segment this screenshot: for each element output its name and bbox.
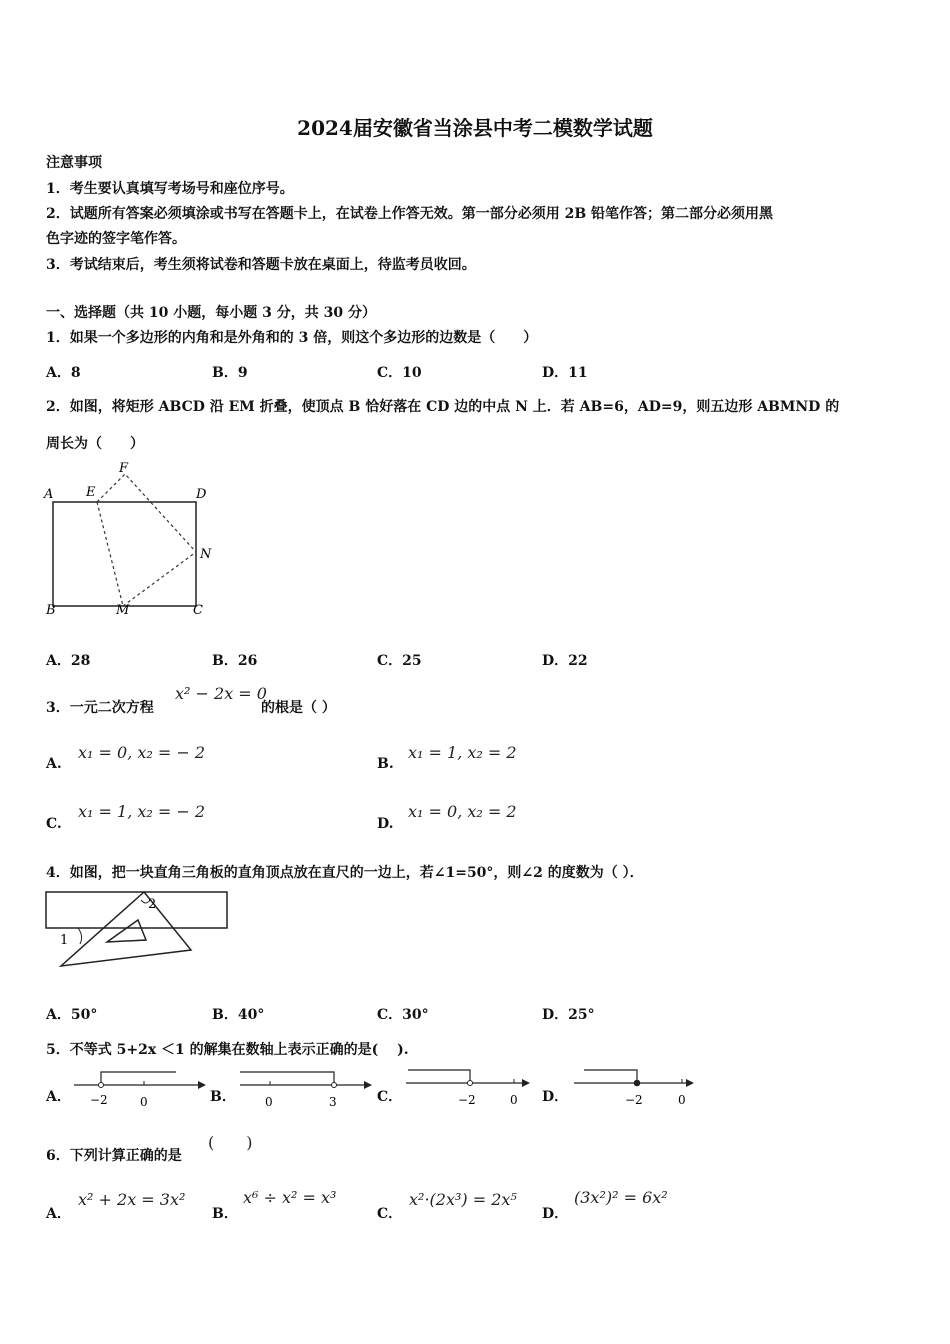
q6-option-a-math: x² + 2x = 3x² xyxy=(78,1190,186,1209)
q2-stem-line2: 周长为（ ） xyxy=(46,436,144,452)
q5-b-arrow xyxy=(364,1081,372,1089)
q3-option-b-math: x₁ = 1, x₂ = 2 xyxy=(408,743,517,762)
q4-label-1: 1 xyxy=(60,933,69,948)
q5-a-tick-label-2: 0 xyxy=(140,1095,148,1109)
q5-d-solution-bracket xyxy=(584,1070,637,1083)
q4-stem: 4．如图，把一块直角三角板的直角顶点放在直尺的一边上，若∠1=50°，则∠2 的度数为（ ）． xyxy=(46,865,644,881)
q6-option-d-math: (3x²)² = 6x² xyxy=(574,1188,668,1207)
q6-option-d-label: D． xyxy=(542,1206,569,1222)
q5-option-d-label: D． xyxy=(542,1089,569,1105)
section-heading: 一、选择题（共 10 小题，每小题 3 分，共 30 分） xyxy=(46,305,376,321)
q2-fold-line-mn xyxy=(123,552,196,606)
q1-option-b: B．9 xyxy=(212,365,248,381)
q4-option-b: B．40° xyxy=(212,1007,265,1023)
q2-fold-line-em xyxy=(97,502,123,606)
page-title: 2024届安徽省当涂县中考二模数学试题 xyxy=(297,116,653,140)
q4-figure xyxy=(40,886,235,972)
q5-c-tick-label-2: 0 xyxy=(510,1093,518,1107)
q4-triangle-inner xyxy=(107,920,146,942)
notice-heading: 注意事项 xyxy=(46,155,102,171)
q5-b-tick-label-1: 0 xyxy=(265,1095,273,1109)
q5-option-b-label: B． xyxy=(210,1089,236,1105)
notice-item-2-line2: 色字迹的签字笔作答。 xyxy=(46,231,186,247)
q5-b-tick-label-2: 3 xyxy=(329,1095,337,1109)
q3-option-d-label: D. xyxy=(377,816,394,832)
q4-ruler xyxy=(46,892,227,928)
q5-option-c-number-line xyxy=(400,1066,540,1112)
q4-option-d: D．25° xyxy=(542,1007,595,1023)
q3-option-c-label: C. xyxy=(46,816,62,832)
q5-option-b-number-line xyxy=(234,1068,374,1112)
q1-option-d: D．11 xyxy=(542,365,588,381)
q5-b-open-point xyxy=(332,1083,337,1088)
q2-label-m: M xyxy=(116,603,130,618)
q3-option-d-math: x₁ = 0, x₂ = 2 xyxy=(408,802,517,821)
q5-a-tick-label-1: −2 xyxy=(90,1093,108,1107)
q3-option-b-label: B. xyxy=(377,756,394,772)
q2-label-c: C xyxy=(193,603,203,618)
q5-option-d-number-line xyxy=(568,1066,704,1112)
q6-stem: 6．下列计算正确的是 xyxy=(46,1148,182,1164)
q5-c-tick-label-1: −2 xyxy=(458,1093,476,1107)
q6-option-a-label: A． xyxy=(46,1206,71,1222)
q5-option-a-label: A． xyxy=(46,1089,71,1105)
q3-stem-suffix: 的根是（ ） xyxy=(261,700,336,716)
q2-stem-line1: 2．如图，将矩形 ABCD 沿 EM 折叠，使顶点 B 恰好落在 CD 边的中点 N 上．若 AB=6，AD=9，则五边形 ABMND 的 xyxy=(46,399,840,415)
q4-option-c: C．30° xyxy=(377,1007,429,1023)
q2-label-e: E xyxy=(86,485,96,500)
q1-stem: 1．如果一个多边形的内角和是外角和的 3 倍，则这个多边形的边数是（ ） xyxy=(46,330,538,346)
q5-c-open-point xyxy=(468,1081,473,1086)
q2-label-n: N xyxy=(200,547,212,562)
q5-option-a-number-line xyxy=(68,1068,208,1112)
q2-label-d: D xyxy=(196,487,207,502)
q1-option-c: C．10 xyxy=(377,365,422,381)
q4-label-2: 2 xyxy=(148,897,157,912)
q5-stem: 5．不等式 5+2x ＜1 的解集在数轴上表示正确的是( ). xyxy=(46,1042,409,1058)
q5-option-c-label: C． xyxy=(377,1089,403,1105)
q2-label-b: B xyxy=(46,603,56,618)
q5-d-arrow xyxy=(686,1079,694,1087)
q5-a-open-point xyxy=(99,1083,104,1088)
notice-item-1: 1．考生要认真填写考场号和座位序号。 xyxy=(46,181,294,197)
q5-d-tick-label-1: −2 xyxy=(625,1093,643,1107)
q3-option-a-label: A. xyxy=(46,756,62,772)
q6-option-b-label: B． xyxy=(212,1206,238,1222)
q2-rectangle xyxy=(53,502,196,606)
q2-label-f: F xyxy=(119,461,129,476)
q2-label-a: A xyxy=(44,487,54,502)
notice-item-2-line1: 2．试题所有答案必须填涂或书写在答题卡上，在试卷上作答无效。第一部分必须用 2B 铅笔作答；第二部分必须用黑 xyxy=(46,206,774,222)
q2-option-b: B．26 xyxy=(212,653,258,669)
q4-option-a: A．50° xyxy=(46,1007,98,1023)
q2-option-a: A．28 xyxy=(46,653,91,669)
q1-option-a: A．8 xyxy=(46,365,81,381)
q3-stem-prefix: 3．一元二次方程 xyxy=(46,700,154,716)
q3-option-c-math: x₁ = 1, x₂ = − 2 xyxy=(78,802,206,821)
q5-c-solution-bracket xyxy=(408,1070,470,1083)
q2-option-c: C．25 xyxy=(377,653,422,669)
q4-angle-1-arc xyxy=(78,928,82,944)
q6-option-c-label: C． xyxy=(377,1206,403,1222)
q6-option-c-math: x²·(2x³) = 2x⁵ xyxy=(409,1190,517,1209)
q6-option-b-math: x⁶ ÷ x² = x³ xyxy=(243,1188,337,1207)
q5-a-solution-bracket xyxy=(101,1072,176,1085)
q5-a-arrow xyxy=(198,1081,206,1089)
notice-item-3: 3．考试结束后，考生须将试卷和答题卡放在桌面上，待监考员收回。 xyxy=(46,257,476,273)
q5-c-arrow xyxy=(522,1079,530,1087)
q2-figure xyxy=(40,458,230,623)
q2-option-d: D．22 xyxy=(542,653,588,669)
q5-d-tick-label-2: 0 xyxy=(678,1093,686,1107)
q2-fold-line-efn xyxy=(97,474,196,552)
q3-option-a-math: x₁ = 0, x₂ = − 2 xyxy=(78,743,206,762)
q6-paren: ( ) xyxy=(208,1133,253,1152)
q5-b-solution-bracket xyxy=(240,1072,334,1085)
q5-d-closed-point xyxy=(634,1080,640,1086)
q3-equation: x² − 2x = 0 xyxy=(175,684,267,703)
